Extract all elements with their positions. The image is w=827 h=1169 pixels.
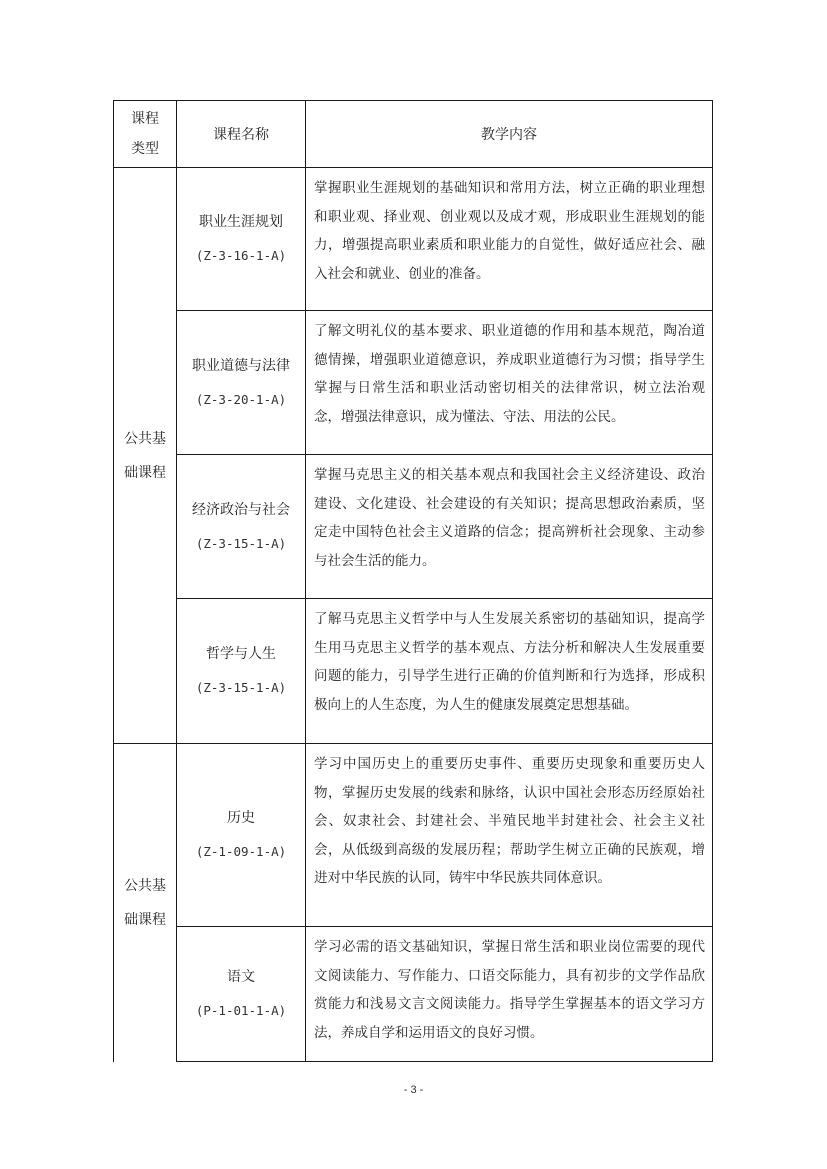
course-name: 哲学与人生 — [206, 646, 276, 662]
table-row — [114, 455, 713, 599]
header-course-type: 课程 类型 — [114, 101, 177, 168]
course-name-cell — [177, 744, 306, 927]
course-name: 职业道德与法律 — [192, 357, 290, 374]
course-content: 了解马克思主义哲学中与人生发展关系密切的基础知识，提高学生用马克思主义哲学的基本观点、方法分析和解决人生发展重要问题的能力，引导学生进行正确的价值判断和行为选择，形成积极向上的人生态度，为人生的健康发展奠定思想基础。 — [306, 599, 713, 744]
course-name-cell — [177, 311, 306, 455]
course-name-cell — [177, 168, 306, 311]
header-teaching-content: 教学内容 — [306, 101, 713, 168]
course-name: 语文 — [227, 969, 255, 985]
course-content: 掌握职业生涯规划的基础知识和常用方法，树立正确的职业理想和职业观、择业观、创业观以及成才观，形成职业生涯规划的能力，增强提高职业素质和职业能力的自觉性，做好适应社会、融入社会和就业、创业的准备。 — [306, 168, 713, 311]
course-name: 历史 — [227, 810, 255, 826]
course-code: (Z-3-20-1-A) — [195, 391, 287, 407]
table-row — [114, 744, 713, 927]
course-code: (Z-1-09-1-A) — [195, 844, 287, 859]
course-code: (Z-3-15-1-A) — [195, 535, 287, 551]
course-content: 学习必需的语文基础知识，掌握日常生活和职业岗位需要的现代文阅读能力、写作能力、口语交际能力，具有初步的文学作品欣赏能力和浅易文言文阅读能力。指导学生掌握基本的语文学习方法，养成自学和运用语文的良好习惯。 — [306, 927, 713, 1062]
course-type-cell: 公共基 础课程 — [114, 744, 177, 1062]
table-row — [114, 927, 713, 1062]
course-code: (Z-3-15-1-A) — [195, 680, 287, 695]
course-name-cell — [177, 455, 306, 599]
table-row — [114, 311, 713, 455]
header-course-name: 课程名称 — [177, 101, 306, 168]
page-number: - 3 - — [403, 1084, 424, 1096]
table-row — [114, 599, 713, 744]
course-code: (P-1-01-1-A) — [195, 1003, 287, 1018]
table-header-row — [114, 101, 713, 168]
course-table — [113, 100, 713, 1062]
course-content: 学习中国历史上的重要历史事件、重要历史现象和重要历史人物，掌握历史发展的线索和脉络，认识中国社会形态历经原始社会、奴隶社会、封建社会、半殖民地半封建社会、社会主义社会，从低级到高级的发展历程；帮助学生树立正确的民族观，增进对中华民族的认同，铸牢中华民族共同体意识。 — [306, 744, 713, 927]
course-name: 经济政治与社会 — [192, 501, 290, 518]
course-type-cell: 公共基 础课程 — [114, 168, 177, 744]
course-content: 了解文明礼仪的基本要求、职业道德的作用和基本规范，陶冶道德情操，增强职业道德意识，养成职业道德行为习惯；指导学生掌握与日常生活和职业活动密切相关的法律常识，树立法治观念，增强法律意识，成为懂法、守法、用法的公民。 — [306, 311, 713, 455]
course-code: (Z-3-16-1-A) — [195, 248, 287, 263]
course-name: 职业生涯规划 — [199, 214, 283, 230]
course-content: 掌握马克思主义的相关基本观点和我国社会主义经济建设、政治建设、文化建设、社会建设的有关知识；提高思想政治素质，坚定走中国特色社会主义道路的信念；提高辨析社会现象、主动参与社会生活的能力。 — [306, 455, 713, 599]
course-name-cell — [177, 599, 306, 744]
course-name-cell — [177, 927, 306, 1062]
table-row — [114, 168, 713, 311]
